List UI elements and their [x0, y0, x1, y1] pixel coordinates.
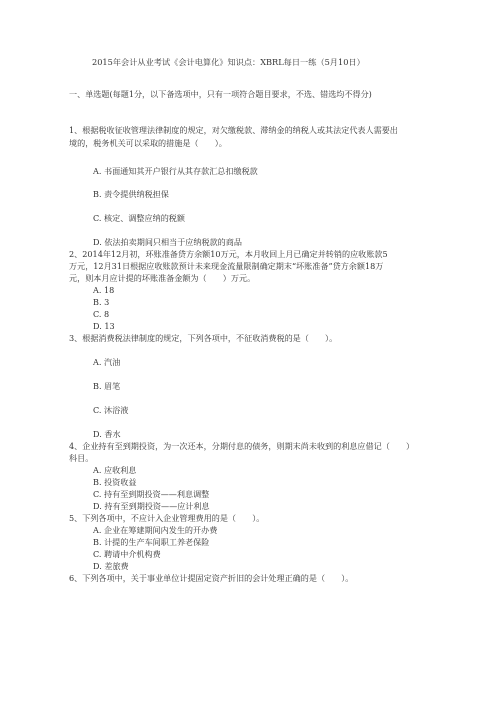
question-2-option-d: D. 13 [93, 321, 115, 331]
question-3-option-a: A. 汽油 [93, 357, 121, 367]
question-2-option-a: A. 18 [93, 285, 115, 295]
question-1-option-d: D. 依法拍卖期间只相当于应纳税款的商品 [93, 237, 242, 247]
section-heading: 一、单选题(每题1分，以下备选项中，只有一项符合题目要求，不选、错选均不得分) [69, 89, 372, 99]
question-5-option-c: C. 聘请中介机构费 [93, 549, 161, 559]
question-1-stem-line-2: 境的，税务机关可以采取的措施是（ ）。 [69, 138, 227, 148]
question-2-option-b: B. 3 [93, 297, 110, 307]
question-1-option-a: A. 书面通知其开户银行从其存款汇总扣缴税款 [93, 166, 258, 176]
question-4-option-b: B. 投资收益 [93, 477, 137, 487]
question-5-option-d: D. 差旅费 [93, 561, 129, 571]
question-5-stem-line-1: 5、下列各项中，不应计入企业管理费用的是（ ）。 [69, 513, 265, 523]
question-5-option-b: B. 计提的生产车间职工养老保险 [93, 537, 210, 547]
question-4-option-c: C. 持有至到期投资——利息调整 [93, 489, 210, 499]
question-1-option-b: B. 责令提供纳税担保 [93, 189, 169, 199]
question-1-option-c: C. 核定、调整应纳的税额 [93, 213, 185, 223]
question-2-stem-line-2: 万元，12月31日根据应收账款预计未来现金流量限制确定期末“坏账准备”贷方余额18万 [69, 261, 384, 271]
question-3-option-c: C. 沐浴液 [93, 405, 129, 415]
question-2-stem-line-3: 元，则本月应计提的坏账准备金额为（ ）万元。 [69, 273, 256, 283]
question-6-stem-line-1: 6、下列各项中，关于事业单位计提固定资产折旧的会计处理正确的是（ ）。 [69, 573, 354, 583]
question-5-option-a: A. 企业在筹建期间内发生的开办费 [93, 525, 218, 535]
question-4-option-a: A. 应收利息 [93, 465, 137, 475]
question-2-option-c: C. 8 [93, 309, 110, 319]
question-4-stem-line-2: 科目。 [69, 453, 94, 463]
question-3-stem-line-1: 3、根据消费税法律制度的规定，下列各项中，不征收消费税的是（ ）。 [69, 333, 338, 343]
question-3-option-d: D. 香水 [93, 429, 121, 439]
document-title: 2015年会计从业考试《会计电算化》知识点：XBRL每日一练（5月10日） [92, 57, 365, 67]
question-4-option-d: D. 持有至到期投资——应计利息 [93, 501, 210, 511]
question-4-stem-line-1: 4、企业持有至到期投资，为一次还本，分期付息的债务，则期末尚未收到的利息应借记（ ） [69, 441, 415, 451]
question-3-option-b: B. 眉笔 [93, 381, 121, 391]
question-1-stem-line-1: 1、根据税收征收管理法律制度的规定，对欠缴税款、滞纳金的纳税人或其法定代表人需要出 [69, 125, 398, 135]
question-2-stem-line-1: 2、2014年12月初，环账准备贷方余额10万元，本月收回上月已确定并转销的应收账款5 [69, 249, 388, 259]
